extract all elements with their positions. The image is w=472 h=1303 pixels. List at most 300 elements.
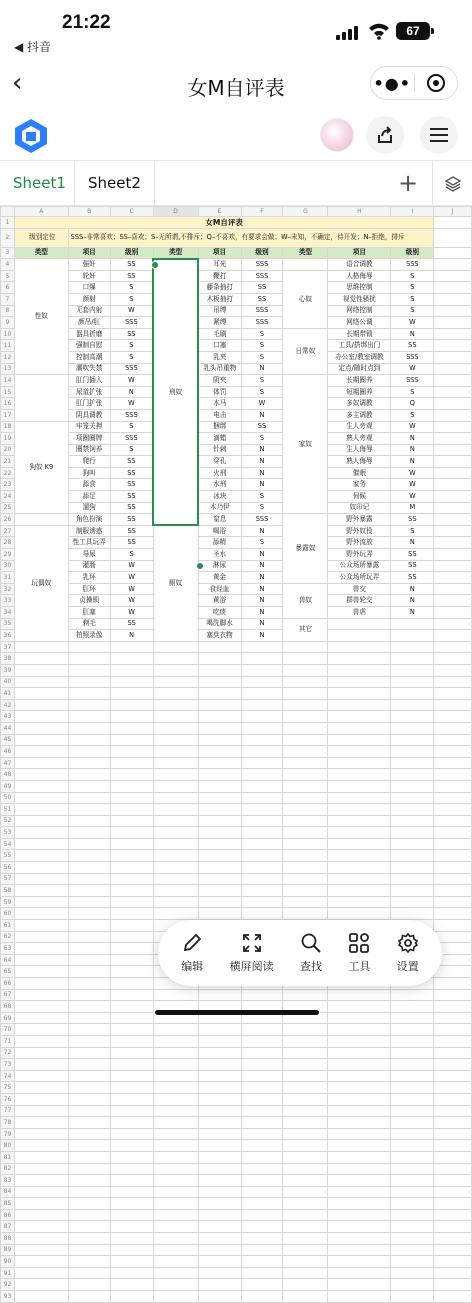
cell[interactable] bbox=[391, 1035, 434, 1047]
cell[interactable] bbox=[68, 1244, 110, 1256]
level-cell[interactable]: N bbox=[391, 537, 434, 549]
level-cell[interactable]: S bbox=[110, 340, 153, 352]
item-cell[interactable]: 狗叫 bbox=[68, 467, 110, 479]
cell[interactable] bbox=[283, 862, 328, 874]
cell[interactable] bbox=[328, 1024, 391, 1036]
item-cell[interactable]: 熟人旁观 bbox=[328, 433, 391, 445]
cell[interactable] bbox=[434, 409, 472, 421]
level-cell[interactable]: N bbox=[241, 525, 283, 537]
cell[interactable] bbox=[110, 792, 153, 804]
cell[interactable] bbox=[68, 1221, 110, 1233]
cell[interactable] bbox=[14, 699, 68, 711]
item-cell[interactable]: 定点/随时点到 bbox=[328, 363, 391, 375]
column-header[interactable] bbox=[1, 207, 15, 217]
cell[interactable] bbox=[153, 1093, 198, 1105]
cell[interactable] bbox=[153, 653, 198, 665]
cell[interactable] bbox=[241, 1233, 283, 1245]
cell[interactable] bbox=[14, 908, 68, 920]
item-cell[interactable]: 伺候 bbox=[328, 491, 391, 503]
cell[interactable] bbox=[434, 1070, 472, 1082]
cell[interactable] bbox=[110, 815, 153, 827]
sheet-list-button[interactable] bbox=[432, 161, 472, 206]
cell[interactable] bbox=[328, 1233, 391, 1245]
cell[interactable] bbox=[328, 838, 391, 850]
cell[interactable] bbox=[110, 1093, 153, 1105]
level-cell[interactable]: SSS bbox=[391, 351, 434, 363]
cell[interactable] bbox=[198, 850, 241, 862]
cell[interactable] bbox=[110, 1035, 153, 1047]
level-cell[interactable]: M bbox=[391, 502, 434, 514]
cell[interactable] bbox=[328, 1198, 391, 1210]
cell[interactable] bbox=[283, 1198, 328, 1210]
cell[interactable] bbox=[241, 1186, 283, 1198]
cell[interactable] bbox=[241, 1163, 283, 1175]
cell[interactable] bbox=[434, 885, 472, 897]
sheet-table[interactable] bbox=[0, 206, 472, 1303]
level-cell[interactable]: S bbox=[391, 409, 434, 421]
cell[interactable] bbox=[110, 978, 153, 990]
cell[interactable] bbox=[434, 328, 472, 340]
cell[interactable] bbox=[328, 873, 391, 885]
cell[interactable] bbox=[110, 746, 153, 758]
cell[interactable] bbox=[68, 896, 110, 908]
cell[interactable] bbox=[391, 862, 434, 874]
header-cell[interactable]: 类型 bbox=[283, 247, 328, 259]
cell[interactable] bbox=[434, 1186, 472, 1198]
cell[interactable] bbox=[434, 804, 472, 816]
edit-button[interactable] bbox=[181, 932, 203, 974]
cell[interactable] bbox=[434, 282, 472, 294]
level-cell[interactable]: N bbox=[241, 444, 283, 456]
level-cell[interactable]: SSS bbox=[110, 409, 153, 421]
cell[interactable] bbox=[391, 1175, 434, 1187]
level-cell[interactable]: N bbox=[241, 456, 283, 468]
item-cell[interactable]: 轮奸 bbox=[68, 270, 110, 282]
cell[interactable] bbox=[14, 1001, 68, 1013]
cell[interactable] bbox=[328, 1244, 391, 1256]
item-cell[interactable]: 多主调教 bbox=[328, 409, 391, 421]
cell[interactable] bbox=[283, 804, 328, 816]
item-cell[interactable]: 性工具玩弄 bbox=[68, 537, 110, 549]
level-cell[interactable]: N bbox=[391, 595, 434, 607]
cell[interactable] bbox=[198, 688, 241, 700]
cell[interactable] bbox=[241, 1175, 283, 1187]
cell[interactable] bbox=[14, 954, 68, 966]
cell[interactable] bbox=[434, 664, 472, 676]
cell[interactable] bbox=[434, 1267, 472, 1279]
column-header[interactable]: J bbox=[434, 207, 472, 217]
column-header[interactable]: G bbox=[283, 207, 328, 217]
cell[interactable] bbox=[68, 920, 110, 932]
cell[interactable] bbox=[14, 896, 68, 908]
item-cell[interactable]: 导尿 bbox=[68, 549, 110, 561]
level-cell[interactable]: W bbox=[110, 398, 153, 410]
cell[interactable] bbox=[434, 305, 472, 317]
cell[interactable] bbox=[198, 1093, 241, 1105]
avatar[interactable] bbox=[320, 118, 354, 152]
level-cell[interactable]: SS bbox=[110, 328, 153, 340]
cell[interactable] bbox=[198, 769, 241, 781]
cell[interactable] bbox=[391, 1001, 434, 1013]
cell[interactable] bbox=[241, 1024, 283, 1036]
cell[interactable] bbox=[328, 792, 391, 804]
item-cell[interactable]: 窒息 bbox=[198, 514, 241, 526]
cell[interactable] bbox=[391, 792, 434, 804]
level-cell[interactable]: S bbox=[241, 375, 283, 387]
cell[interactable] bbox=[283, 1151, 328, 1163]
cell[interactable] bbox=[198, 780, 241, 792]
cell[interactable] bbox=[391, 989, 434, 1001]
cell[interactable] bbox=[391, 699, 434, 711]
item-cell[interactable]: 黄浴 bbox=[198, 595, 241, 607]
cell[interactable] bbox=[14, 1279, 68, 1291]
cell[interactable] bbox=[391, 746, 434, 758]
cell[interactable] bbox=[110, 954, 153, 966]
cell[interactable] bbox=[328, 653, 391, 665]
cell[interactable] bbox=[241, 769, 283, 781]
item-cell[interactable]: 肛塞 bbox=[68, 607, 110, 619]
level-cell[interactable]: N bbox=[241, 560, 283, 572]
cell[interactable] bbox=[198, 676, 241, 688]
cell[interactable] bbox=[68, 1279, 110, 1291]
level-cell[interactable]: W bbox=[241, 398, 283, 410]
cell[interactable] bbox=[110, 1012, 153, 1024]
cell[interactable] bbox=[68, 1198, 110, 1210]
cell[interactable] bbox=[283, 1082, 328, 1094]
cell[interactable] bbox=[68, 1175, 110, 1187]
cell[interactable] bbox=[283, 1128, 328, 1140]
cell[interactable] bbox=[68, 978, 110, 990]
cell[interactable] bbox=[153, 1128, 198, 1140]
level-cell[interactable]: SS bbox=[391, 560, 434, 572]
menu-button[interactable] bbox=[420, 116, 458, 154]
cell[interactable] bbox=[283, 653, 328, 665]
cell[interactable] bbox=[68, 1093, 110, 1105]
cell[interactable] bbox=[68, 1186, 110, 1198]
cell[interactable] bbox=[328, 1209, 391, 1221]
cell[interactable] bbox=[198, 711, 241, 723]
level-cell[interactable]: S bbox=[241, 537, 283, 549]
item-cell[interactable]: 剃毛 bbox=[68, 618, 110, 630]
header-cell[interactable]: 类型 bbox=[153, 247, 198, 259]
cell[interactable] bbox=[391, 676, 434, 688]
cell[interactable] bbox=[241, 989, 283, 1001]
cell[interactable] bbox=[434, 792, 472, 804]
item-cell[interactable]: 黄金 bbox=[198, 572, 241, 584]
item-cell[interactable]: 多奴调教 bbox=[328, 398, 391, 410]
column-header[interactable]: I bbox=[391, 207, 434, 217]
cell[interactable] bbox=[434, 908, 472, 920]
cell[interactable] bbox=[328, 769, 391, 781]
cell[interactable] bbox=[153, 1209, 198, 1221]
header-cell[interactable]: 项目 bbox=[198, 247, 241, 259]
cell[interactable] bbox=[14, 873, 68, 885]
cell[interactable] bbox=[110, 920, 153, 932]
item-cell[interactable]: 肛门插入 bbox=[68, 375, 110, 387]
cell[interactable] bbox=[283, 908, 328, 920]
cell[interactable] bbox=[391, 769, 434, 781]
item-cell[interactable]: 器具折磨 bbox=[68, 328, 110, 340]
cell[interactable] bbox=[241, 792, 283, 804]
cell[interactable] bbox=[283, 1035, 328, 1047]
cell[interactable] bbox=[328, 862, 391, 874]
spreadsheet-grid[interactable] bbox=[0, 206, 472, 1300]
level-cell[interactable]: SSS bbox=[110, 433, 153, 445]
cell[interactable] bbox=[434, 618, 472, 630]
level-cell[interactable]: SS bbox=[391, 572, 434, 584]
level-cell[interactable]: S bbox=[241, 386, 283, 398]
cell[interactable] bbox=[110, 943, 153, 955]
cell[interactable] bbox=[68, 850, 110, 862]
cell[interactable] bbox=[110, 1047, 153, 1059]
cell[interactable] bbox=[153, 1279, 198, 1291]
item-cell[interactable]: 吊缚 bbox=[198, 305, 241, 317]
cell[interactable] bbox=[283, 896, 328, 908]
cell[interactable] bbox=[110, 1244, 153, 1256]
cell[interactable] bbox=[391, 1151, 434, 1163]
cell[interactable] bbox=[391, 1024, 434, 1036]
settings-button[interactable] bbox=[397, 932, 419, 974]
cell[interactable] bbox=[241, 676, 283, 688]
level-cell[interactable]: W bbox=[391, 467, 434, 479]
cell[interactable] bbox=[198, 664, 241, 676]
level-cell[interactable]: W bbox=[110, 560, 153, 572]
cell[interactable] bbox=[434, 421, 472, 433]
cell[interactable] bbox=[391, 850, 434, 862]
level-cell[interactable]: S bbox=[241, 502, 283, 514]
level-cell[interactable]: SS bbox=[110, 502, 153, 514]
level-cell[interactable]: S bbox=[391, 282, 434, 294]
type-cell[interactable]: 日常奴 bbox=[283, 328, 328, 374]
cell[interactable] bbox=[110, 1070, 153, 1082]
cell[interactable] bbox=[153, 1163, 198, 1175]
level-cell[interactable]: W bbox=[110, 595, 153, 607]
cell[interactable] bbox=[328, 780, 391, 792]
cell[interactable] bbox=[68, 711, 110, 723]
cell[interactable] bbox=[328, 734, 391, 746]
cell[interactable] bbox=[198, 1221, 241, 1233]
item-cell[interactable]: 木板抽打 bbox=[198, 293, 241, 305]
cell[interactable] bbox=[283, 1291, 328, 1303]
cell[interactable] bbox=[434, 1175, 472, 1187]
cell[interactable] bbox=[110, 1128, 153, 1140]
cell[interactable] bbox=[283, 676, 328, 688]
item-cell[interactable]: 潮吹失禁 bbox=[68, 363, 110, 375]
item-cell[interactable]: 强奸 bbox=[68, 259, 110, 271]
item-cell[interactable]: 灌肠 bbox=[68, 560, 110, 572]
cell[interactable] bbox=[198, 1175, 241, 1187]
cell[interactable] bbox=[434, 502, 472, 514]
cell[interactable] bbox=[14, 734, 68, 746]
cell[interactable] bbox=[68, 722, 110, 734]
cell[interactable] bbox=[328, 688, 391, 700]
cell[interactable] bbox=[328, 1186, 391, 1198]
level-cell[interactable]: S bbox=[391, 386, 434, 398]
cell[interactable] bbox=[14, 1244, 68, 1256]
cell[interactable] bbox=[241, 804, 283, 816]
cell[interactable] bbox=[434, 653, 472, 665]
cell[interactable] bbox=[283, 641, 328, 653]
item-cell[interactable]: 项圈圈牌 bbox=[68, 433, 110, 445]
cell[interactable] bbox=[434, 607, 472, 619]
cell[interactable] bbox=[434, 838, 472, 850]
cell[interactable] bbox=[283, 1175, 328, 1187]
cell[interactable] bbox=[391, 896, 434, 908]
cell[interactable] bbox=[434, 433, 472, 445]
cell[interactable] bbox=[283, 1117, 328, 1129]
item-cell[interactable]: 强制自慰 bbox=[68, 340, 110, 352]
cell[interactable] bbox=[198, 1070, 241, 1082]
cell[interactable] bbox=[14, 769, 68, 781]
cell[interactable] bbox=[434, 1291, 472, 1303]
item-cell[interactable]: 控制高潮 bbox=[68, 351, 110, 363]
cell[interactable] bbox=[434, 1209, 472, 1221]
selection-handle-top[interactable] bbox=[151, 261, 159, 269]
cell[interactable] bbox=[241, 1221, 283, 1233]
cell[interactable] bbox=[153, 664, 198, 676]
cell[interactable] bbox=[283, 1163, 328, 1175]
cell[interactable] bbox=[328, 1082, 391, 1094]
type-cell[interactable] bbox=[283, 259, 328, 271]
cell[interactable] bbox=[198, 885, 241, 897]
cell[interactable] bbox=[198, 1024, 241, 1036]
cell[interactable] bbox=[328, 1117, 391, 1129]
cell[interactable] bbox=[434, 270, 472, 282]
cell[interactable] bbox=[68, 838, 110, 850]
cell[interactable] bbox=[391, 1186, 434, 1198]
cell[interactable] bbox=[434, 1024, 472, 1036]
cell[interactable] bbox=[153, 1175, 198, 1187]
cell[interactable] bbox=[241, 688, 283, 700]
cell[interactable] bbox=[391, 664, 434, 676]
cell[interactable] bbox=[68, 1163, 110, 1175]
item-cell[interactable]: 兽交 bbox=[328, 583, 391, 595]
cell[interactable] bbox=[241, 734, 283, 746]
cell[interactable] bbox=[241, 885, 283, 897]
cell[interactable] bbox=[434, 827, 472, 839]
type-cell[interactable]: 狗奴 K9 bbox=[14, 421, 68, 514]
item-cell[interactable]: 角色扮演 bbox=[68, 514, 110, 526]
level-cell[interactable]: SSS bbox=[391, 259, 434, 271]
cell[interactable] bbox=[283, 1186, 328, 1198]
cell[interactable] bbox=[198, 1209, 241, 1221]
item-cell[interactable]: 野外流放 bbox=[328, 537, 391, 549]
back-to-app-link[interactable]: ◀ 抖音 bbox=[14, 40, 52, 54]
item-cell[interactable]: 食经血 bbox=[198, 583, 241, 595]
cell[interactable] bbox=[434, 351, 472, 363]
cell[interactable] bbox=[391, 1070, 434, 1082]
cell[interactable] bbox=[68, 1001, 110, 1013]
cell[interactable] bbox=[283, 1024, 328, 1036]
level-cell[interactable]: S bbox=[391, 270, 434, 282]
cell[interactable] bbox=[110, 711, 153, 723]
cell[interactable] bbox=[241, 641, 283, 653]
cell[interactable] bbox=[434, 375, 472, 387]
level-cell[interactable]: SS bbox=[110, 456, 153, 468]
cell[interactable] bbox=[68, 699, 110, 711]
cell[interactable] bbox=[68, 1267, 110, 1279]
header-cell[interactable]: 类型 bbox=[14, 247, 68, 259]
cell[interactable] bbox=[241, 1117, 283, 1129]
cell[interactable] bbox=[328, 1093, 391, 1105]
cell[interactable] bbox=[391, 780, 434, 792]
cell[interactable] bbox=[14, 1117, 68, 1129]
cell[interactable] bbox=[14, 792, 68, 804]
cell[interactable] bbox=[14, 1175, 68, 1187]
level-cell[interactable]: N bbox=[391, 607, 434, 619]
cell[interactable] bbox=[153, 1035, 198, 1047]
cell[interactable] bbox=[283, 664, 328, 676]
item-cell[interactable]: 长期带锁 bbox=[328, 328, 391, 340]
cell[interactable] bbox=[391, 1128, 434, 1140]
cell[interactable] bbox=[241, 815, 283, 827]
cell[interactable] bbox=[14, 966, 68, 978]
cell[interactable] bbox=[241, 1256, 283, 1268]
cell[interactable] bbox=[68, 815, 110, 827]
item-cell[interactable]: 鞭打 bbox=[198, 270, 241, 282]
cell[interactable] bbox=[434, 1140, 472, 1152]
tab-sheet2[interactable]: Sheet2 bbox=[74, 161, 155, 206]
cell[interactable] bbox=[198, 757, 241, 769]
cell[interactable] bbox=[241, 780, 283, 792]
cell[interactable] bbox=[283, 1047, 328, 1059]
cell[interactable] bbox=[328, 1140, 391, 1152]
cell[interactable] bbox=[328, 908, 391, 920]
cell[interactable] bbox=[434, 491, 472, 503]
cell[interactable] bbox=[14, 1209, 68, 1221]
cell[interactable] bbox=[110, 1256, 153, 1268]
cell[interactable] bbox=[283, 885, 328, 897]
level-cell[interactable]: W bbox=[391, 479, 434, 491]
cell[interactable] bbox=[241, 1198, 283, 1210]
cell[interactable] bbox=[14, 1047, 68, 1059]
cell[interactable] bbox=[328, 1035, 391, 1047]
type-cell[interactable] bbox=[14, 375, 68, 421]
cell[interactable] bbox=[110, 885, 153, 897]
cell[interactable] bbox=[391, 1093, 434, 1105]
cell[interactable] bbox=[110, 850, 153, 862]
cell[interactable] bbox=[68, 1128, 110, 1140]
level-cell[interactable]: W bbox=[110, 583, 153, 595]
level-cell[interactable]: SS bbox=[391, 340, 434, 352]
cell[interactable] bbox=[434, 1163, 472, 1175]
cell[interactable] bbox=[241, 850, 283, 862]
cell[interactable] bbox=[434, 456, 472, 468]
item-cell[interactable]: 催眠 bbox=[328, 467, 391, 479]
cell[interactable] bbox=[198, 1128, 241, 1140]
cell[interactable] bbox=[391, 1117, 434, 1129]
cell[interactable] bbox=[68, 1082, 110, 1094]
cell[interactable] bbox=[14, 1012, 68, 1024]
cell[interactable] bbox=[153, 1256, 198, 1268]
cell[interactable] bbox=[283, 1140, 328, 1152]
cell[interactable] bbox=[328, 1175, 391, 1187]
cell[interactable] bbox=[328, 850, 391, 862]
cell[interactable] bbox=[241, 873, 283, 885]
level-cell[interactable]: N bbox=[241, 479, 283, 491]
cell[interactable] bbox=[153, 699, 198, 711]
cell[interactable] bbox=[198, 746, 241, 758]
cell[interactable] bbox=[153, 815, 198, 827]
cell[interactable] bbox=[283, 850, 328, 862]
cell[interactable] bbox=[328, 827, 391, 839]
item-cell[interactable]: 木马 bbox=[198, 398, 241, 410]
cell[interactable] bbox=[391, 1082, 434, 1094]
share-button[interactable] bbox=[366, 116, 404, 154]
level-cell[interactable]: S bbox=[110, 444, 153, 456]
level-cell[interactable]: N bbox=[241, 630, 283, 642]
column-header[interactable]: E bbox=[198, 207, 241, 217]
